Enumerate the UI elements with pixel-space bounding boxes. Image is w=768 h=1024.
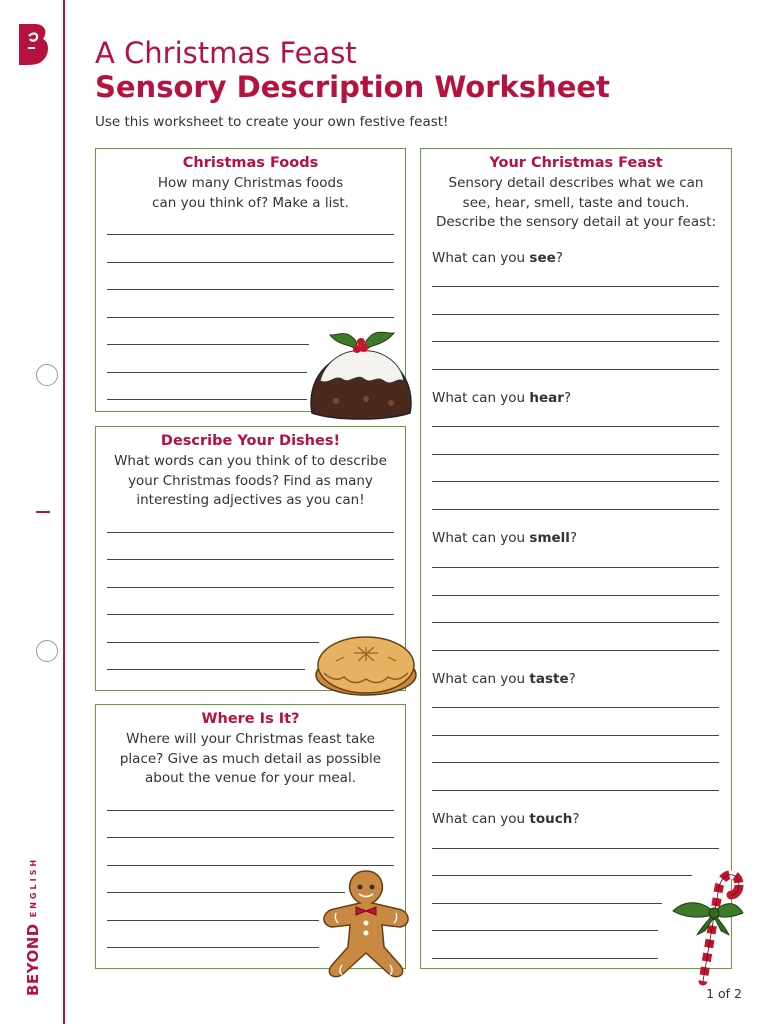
writing-line[interactable]	[432, 509, 719, 510]
writing-line[interactable]	[432, 595, 719, 596]
writing-line[interactable]	[107, 317, 394, 318]
desc-line: your Christmas foods? Find as many	[128, 472, 373, 489]
writing-line[interactable]	[432, 707, 719, 708]
prompt-smell: What can you smell?	[432, 530, 578, 546]
writing-line[interactable]	[107, 372, 307, 373]
writing-line[interactable]	[432, 314, 719, 315]
desc-line: How many Christmas foods	[157, 175, 344, 191]
page-number: 1 of 2	[706, 986, 742, 1001]
writing-line[interactable]	[107, 669, 305, 670]
writing-line[interactable]	[432, 454, 719, 455]
prompt-touch: What can you touch?	[432, 811, 580, 827]
writing-line[interactable]	[107, 642, 319, 643]
box-christmas-foods	[95, 148, 406, 412]
box-title: Christmas Foods	[182, 155, 319, 171]
writing-line[interactable]	[432, 930, 658, 931]
writing-line[interactable]	[107, 920, 319, 921]
box-title: Where Is It?	[201, 711, 300, 727]
desc-line: place? Give as much detail as possible	[119, 750, 382, 767]
desc-line: interesting adjectives as you can!	[136, 492, 365, 508]
box-desc	[96, 174, 405, 213]
box-desc	[421, 174, 731, 233]
writing-line[interactable]	[432, 735, 719, 736]
writing-line[interactable]	[107, 262, 394, 263]
title-line1: A Christmas Feast	[95, 36, 357, 70]
writing-line[interactable]	[432, 650, 719, 651]
punch-hole-bottom	[36, 640, 58, 662]
writing-line[interactable]	[432, 341, 719, 342]
prompt-see: What can you see?	[432, 250, 563, 266]
writing-line[interactable]	[107, 532, 394, 533]
writing-line[interactable]	[432, 369, 719, 370]
writing-line[interactable]	[107, 559, 394, 560]
writing-line[interactable]	[107, 810, 394, 811]
desc-line: can you think of? Make a list.	[152, 194, 349, 211]
writing-line[interactable]	[432, 848, 719, 849]
writing-line[interactable]	[432, 875, 692, 876]
writing-line[interactable]	[432, 958, 658, 959]
gingerbread-man-icon	[318, 869, 414, 981]
writing-line[interactable]	[432, 622, 719, 623]
box-desc	[96, 730, 405, 789]
margin-line	[63, 0, 65, 1024]
writing-line[interactable]	[107, 837, 394, 838]
title-line2: Sensory Description Worksheet	[95, 70, 610, 104]
brand-name-main: BEYOND	[24, 923, 42, 996]
intro-text: Use this worksheet to create your own festive feast!	[95, 114, 449, 130]
mince-pie-icon	[314, 625, 418, 699]
prompt-taste: What can you taste?	[432, 671, 576, 687]
desc-line: Where will your Christmas feast take	[126, 731, 375, 747]
box-title: Describe Your Dishes!	[160, 433, 341, 449]
writing-line[interactable]	[432, 567, 719, 568]
writing-line[interactable]	[432, 903, 662, 904]
writing-line[interactable]	[107, 614, 394, 615]
writing-line[interactable]	[432, 790, 719, 791]
writing-line[interactable]	[107, 892, 345, 893]
desc-line: What words can you think of to describe	[114, 453, 387, 469]
desc-line: Describe the sensory detail at your feast:	[435, 214, 717, 230]
writing-line[interactable]	[107, 289, 394, 290]
desc-line: see, hear, smell, taste and touch.	[462, 194, 690, 211]
box-title: Your Christmas Feast	[489, 155, 663, 171]
writing-line[interactable]	[107, 344, 309, 345]
brand-vertical	[23, 857, 42, 996]
prompt-hear: What can you hear?	[432, 390, 572, 406]
candy-cane-icon	[669, 861, 745, 983]
writing-line[interactable]	[107, 865, 394, 866]
writing-line[interactable]	[107, 234, 394, 235]
writing-line[interactable]	[432, 426, 719, 427]
logo-b-icon	[15, 22, 51, 66]
brand-name-sub: ENGLISH	[29, 856, 38, 918]
writing-line[interactable]	[107, 399, 307, 400]
box-your-christmas-feast	[420, 148, 732, 969]
writing-line[interactable]	[432, 762, 719, 763]
writing-line[interactable]	[107, 947, 319, 948]
desc-line: about the venue for your meal.	[145, 770, 356, 786]
writing-line[interactable]	[432, 286, 719, 287]
writing-line[interactable]	[107, 587, 394, 588]
writing-line[interactable]	[432, 481, 719, 482]
box-desc	[96, 452, 405, 511]
desc-line: Sensory detail describes what we can	[448, 175, 704, 191]
punch-hole-top	[36, 364, 58, 386]
box-where-is-it	[95, 704, 406, 969]
christmas-pudding-icon	[306, 321, 416, 419]
fold-mark	[36, 511, 50, 513]
box-describe-dishes	[95, 426, 406, 691]
